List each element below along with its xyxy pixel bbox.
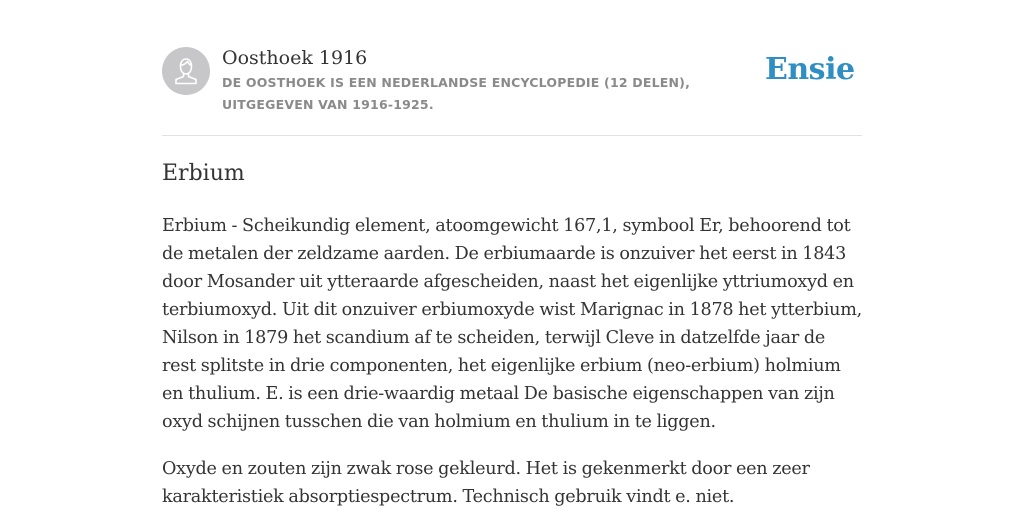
article-paragraph: Erbium - Scheikundig element, atoomgewicht 167,1, symbool Er, behoorend tot de metalen der zeldzame aarden. De erbiumaarde is onzuiver het eerst in 1843 door Mosander uit ytteraarde afgescheiden, naast het eigenlijke yttriumoxyd en terbiumoxyd. Uit dit onzuiver erbiumoxyde wist Marignac in 1878 het ytterbium, Nilson in 1879 het scandium af te scheiden, terwijl Cleve in datzelfde jaar de rest splitste in drie componenten, het eigenlijke erbium (neo-erbium) holmium en thulium. E. is een drie-waardig metaal De basische eigenschappen van zijn oxyd schijnen tusschen die van holmium en thulium in te liggen. bbox=[162, 216, 862, 432]
source-title[interactable]: Oosthoek 1916 bbox=[222, 47, 368, 69]
source-description: DE OOSTHOEK IS EEN NEDERLANDSE ENCYCLOPEDIE (12 DELEN), UITGEGEVEN VAN 1916-1925. bbox=[222, 75, 691, 112]
article-title: Erbium bbox=[162, 161, 245, 186]
article-paragraph: Oxyde en zouten zijn zwak rose gekleurd. Het is gekenmerkt door een zeer karakteristiek absorptiespectrum. Technisch gebruik vindt e. niet. bbox=[162, 459, 810, 507]
source-header bbox=[162, 44, 862, 114]
brand-logo[interactable]: Ensie bbox=[765, 52, 855, 87]
article-body bbox=[162, 212, 862, 512]
user-icon bbox=[162, 47, 210, 95]
divider bbox=[162, 135, 862, 136]
avatar[interactable] bbox=[162, 47, 210, 95]
